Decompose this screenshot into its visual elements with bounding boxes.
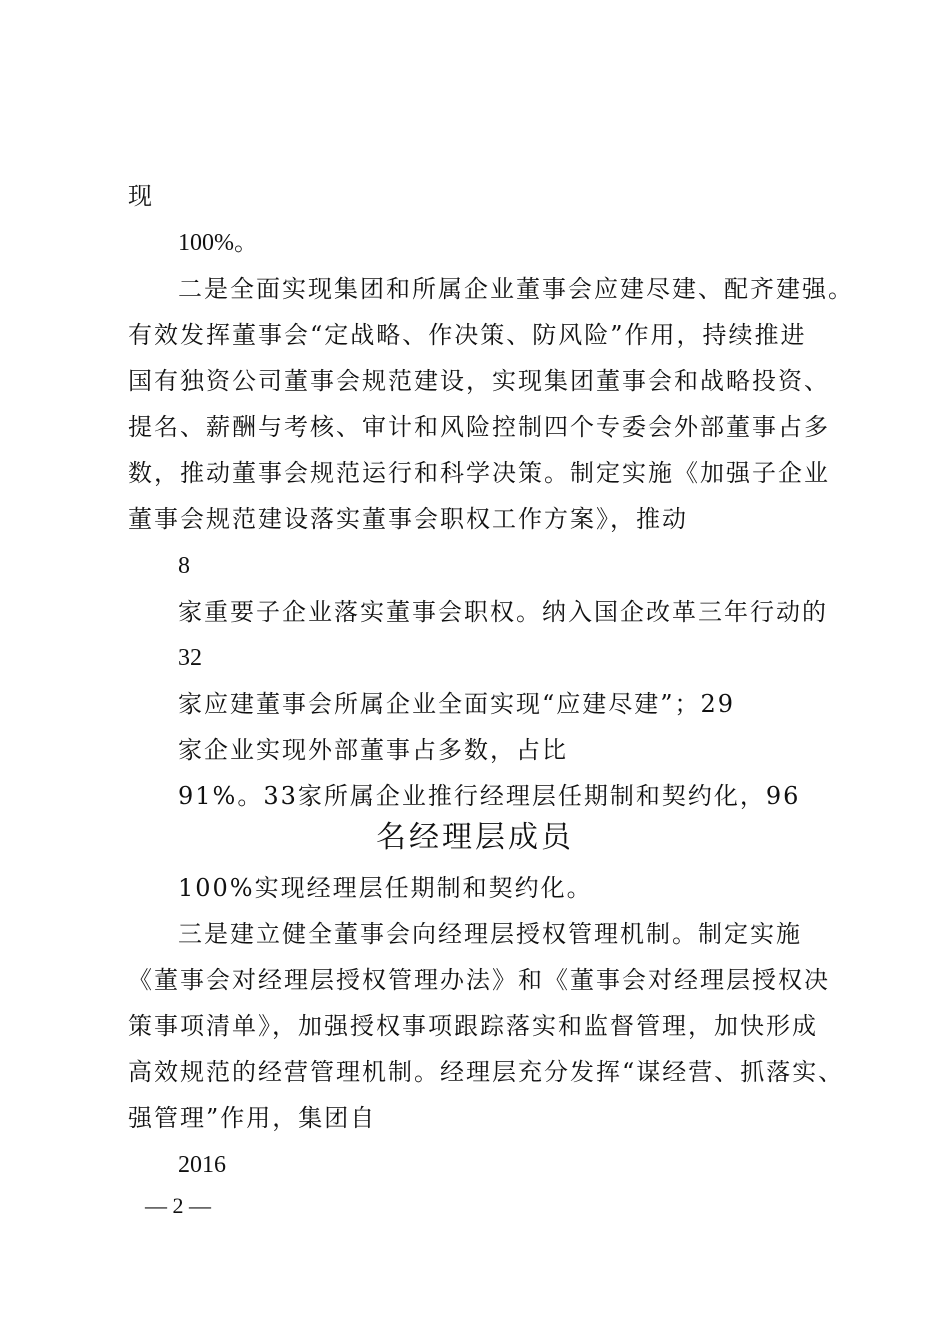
body-line: 高效规范的经营管理机制。经理层充分发挥“谋经营、抓落实、	[128, 1058, 845, 1086]
body-line: 2016	[178, 1152, 226, 1178]
section-heading: 名经理层成员	[376, 820, 574, 855]
body-line: 董事会规范建设落实董事会职权工作方案》，推动	[128, 505, 688, 533]
body-line: 8	[178, 553, 190, 579]
body-line: 数，推动董事会规范运行和科学决策。制定实施《加强子企业	[128, 459, 830, 487]
body-line: 现	[128, 182, 154, 210]
body-line: 国有独资公司董事会规范建设，实现集团董事会和战略投资、	[128, 367, 830, 395]
body-line: 《董事会对经理层授权管理办法》和《董事会对经理层授权决	[128, 966, 830, 994]
body-line: 家企业实现外部董事占多数，占比	[178, 736, 568, 764]
body-line: 有效发挥董事会“定战略、作决策、防风险”作用，持续推进	[128, 321, 807, 349]
body-line: 策事项清单》，加强授权事项跟踪落实和监督管理，加快形成	[128, 1012, 818, 1040]
body-line: 家应建董事会所属企业全面实现“应建尽建”；29	[178, 690, 736, 718]
body-line: 提名、薪酬与考核、审计和风险控制四个专委会外部董事占多	[128, 413, 830, 441]
body-line: 32	[178, 645, 202, 671]
body-line: 100%。	[178, 230, 258, 256]
page-number: — 2 —	[145, 1193, 211, 1218]
body-line: 家重要子企业落实董事会职权。纳入国企改革三年行动的	[178, 598, 828, 626]
body-line: 91%。33家所属企业推行经理层任期制和契约化，96	[178, 782, 801, 810]
body-line: 强管理”作用，集团自	[128, 1104, 377, 1132]
body-line: 三是建立健全董事会向经理层授权管理机制。制定实施	[178, 920, 802, 948]
body-line: 100%实现经理层任期制和契约化。	[178, 874, 593, 902]
body-line: 二是全面实现集团和所属企业董事会应建尽建、配齐建强。	[178, 275, 854, 303]
